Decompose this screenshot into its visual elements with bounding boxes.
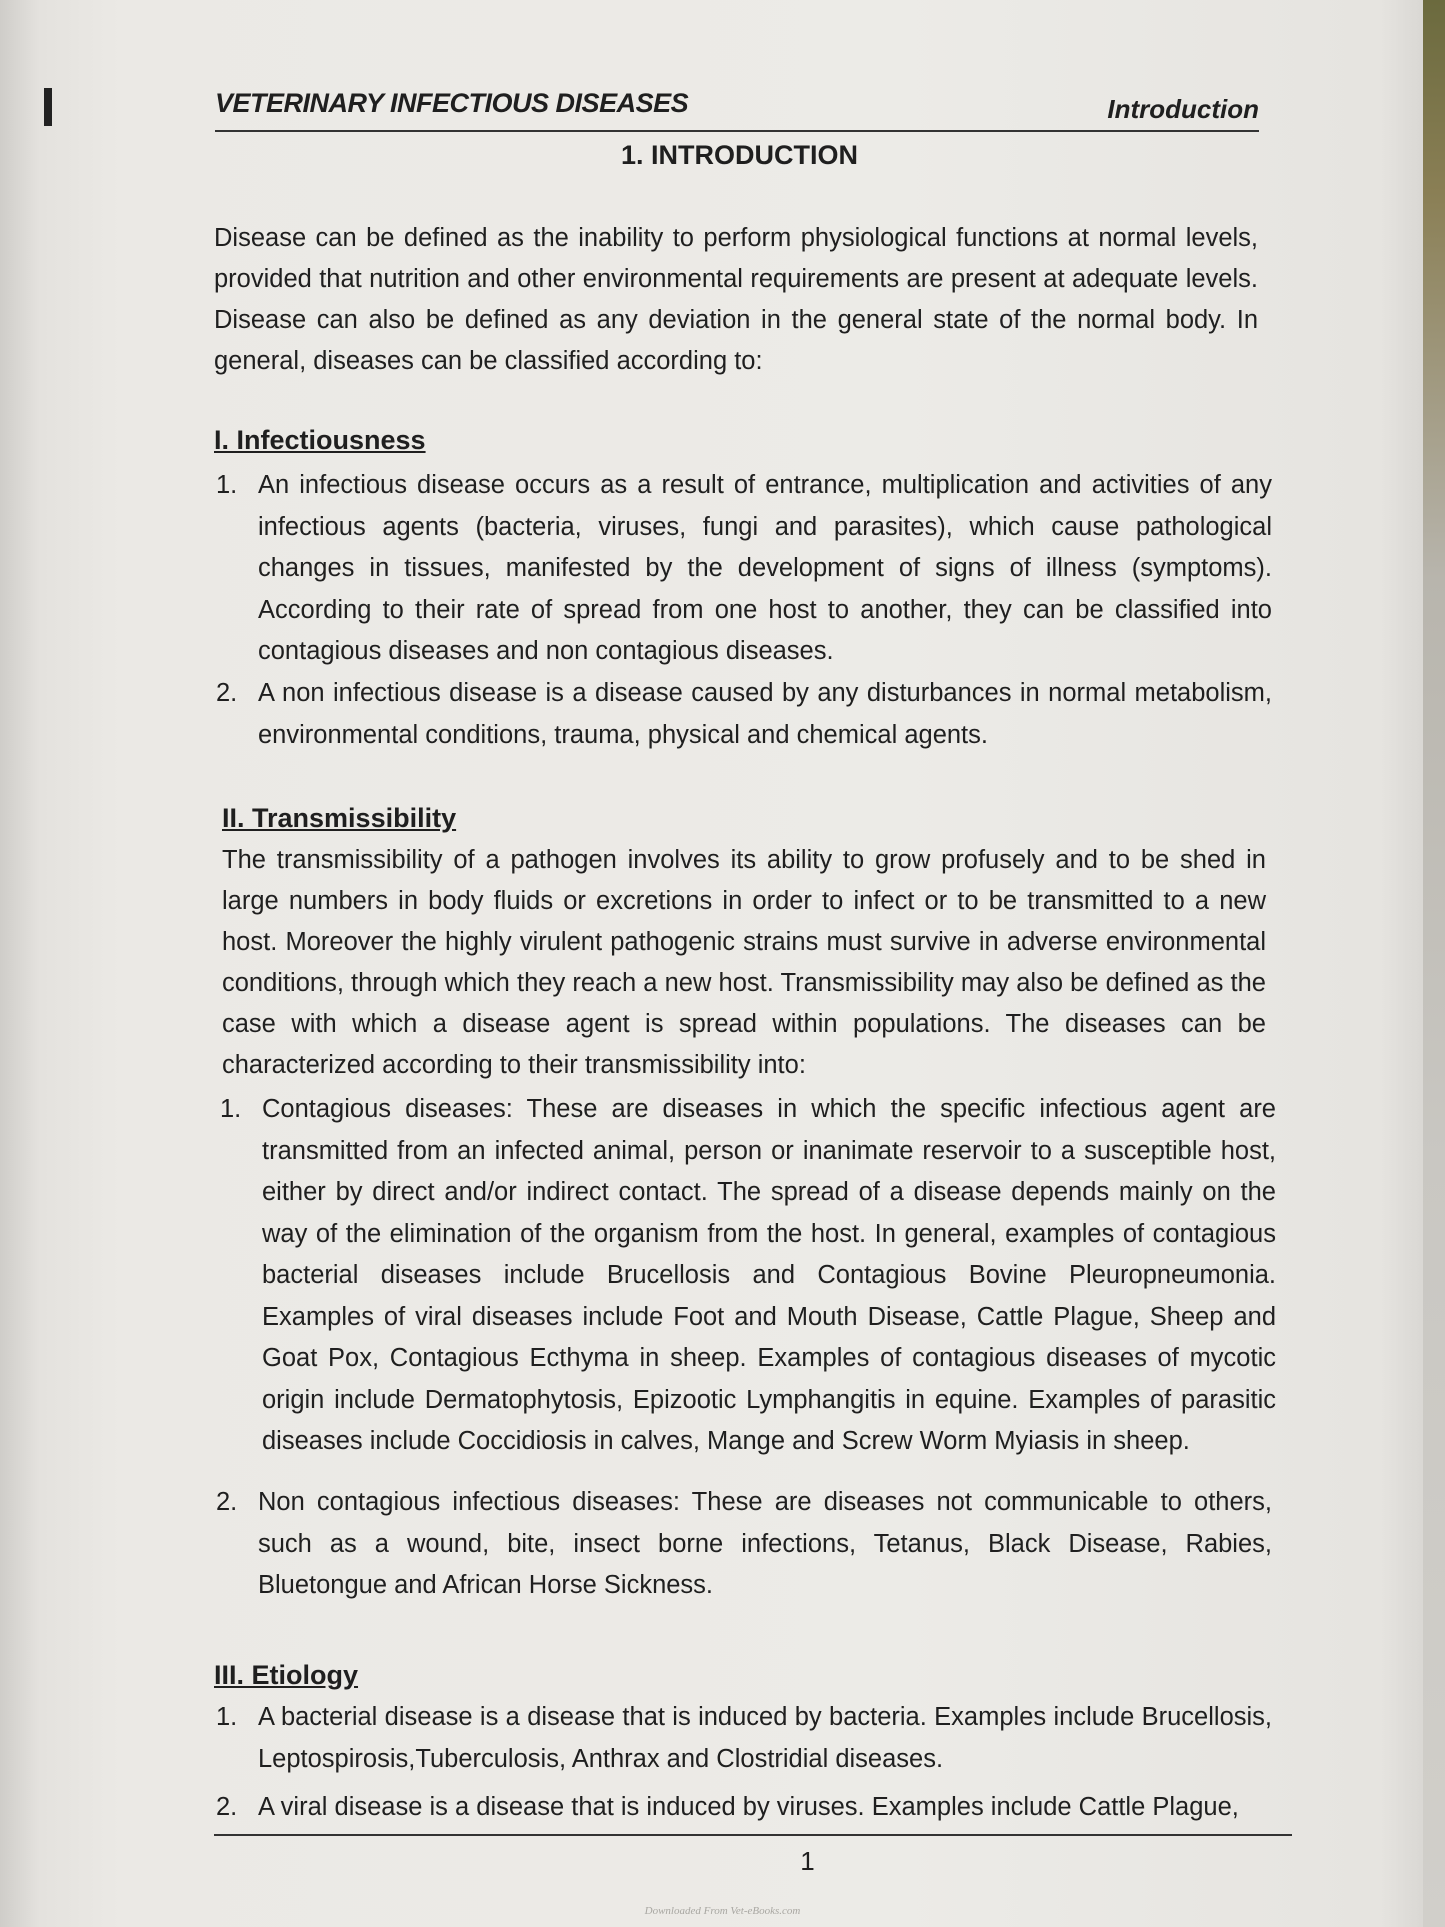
list-item [216,465,1272,673]
list-number: 1. [220,1095,242,1123]
list-item [216,673,1272,756]
section-heading-transmissibility: II. Transmissibility [222,803,457,833]
download-watermark: Downloaded From Vet-eBooks.com [644,1905,801,1917]
intro-paragraph: Disease can be defined as the inability to perform physiological functions at normal levels, provided that nutrition and other environmental requirements are present at adequate levels. Disease can also be defined as any deviation in the general state of the normal body. In general, diseases can be classified according to: [214,224,1258,375]
list-item [216,1787,1272,1829]
list-number: 1. [216,471,238,499]
list-item [220,1089,1276,1463]
section-heading-infectiousness: I. Infectiousness [214,425,426,455]
list-text: Non contagious infectious diseases: These are diseases not communicable to others, such as a wound, bite, insect borne infections, Tetanus, Black Disease, Rabies, Bluetongue and African Horse Sickness. [258,1488,1272,1599]
footer-rule [214,1834,1292,1836]
section-label: Introduction [1107,94,1259,124]
book-title: VETERINARY INFECTIOUS DISEASES [215,88,689,118]
chapter-title: 1. INTRODUCTION [620,140,858,170]
running-header [215,88,1259,132]
list-text: A bacterial disease is a disease that is induced by bacteria. Examples include Brucellosis, Leptospirosis,Tuberculosis, Anthrax and Clostridial diseases. [258,1703,1272,1773]
list-item [216,1697,1272,1780]
list-text: A non infectious disease is a disease caused by any disturbances in normal metabolism, environmental conditions, trauma, physical and chemical agents. [258,679,1272,749]
binding-mark [44,88,52,126]
page-edge-shadow [1423,0,1445,1927]
list-text: A viral disease is a disease that is induced by viruses. Examples include Cattle Plague, [258,1793,1239,1821]
list-text: Contagious diseases: These are diseases in which the specific infectious agent are transmitted from an infected animal, person or inanimate reservoir to a susceptible host, either by direct and/or indirect contact. The spread of a disease depends mainly on the way of the elimination of the organism from the host. In general, examples of contagious bacterial diseases include Brucellosis and Contagious Bovine Pleuropneumonia. Examples of viral diseases include Foot and Mouth Disease, Cattle Plague, Sheep and Goat Pox, Contagious Ecthyma in sheep. Examples of contagious diseases of mycotic origin include Dermatophytosis, Epizootic Lymphangitis in equine. Examples of parasitic diseases include Coccidiosis in calves, Mange and Screw Worm Myiasis in sheep. [262,1095,1276,1455]
section-heading-etiology: III. Etiology [214,1660,359,1690]
list-item [216,1482,1272,1607]
page-number: 1 [800,1846,815,1876]
list-number: 2. [216,679,238,707]
list-number: 2. [216,1793,238,1821]
transmissibility-paragraph: The transmissibility of a pathogen involves its ability to grow profusely and to be shed in large numbers in body fluids or excretions in order to infect or to be transmitted to a new host. Moreover the highly virulent pathogenic strains must survive in adverse environmental conditions, through which they reach a new host. Transmissibility may also be defined as the case with which a disease agent is spread within populations. The diseases can be characterized according to their transmissibility into: [222,846,1266,1079]
list-number: 1. [216,1703,238,1731]
list-text: An infectious disease occurs as a result of entrance, multiplication and activities of any infectious agents (bacteria, viruses, fungi and parasites), which cause pathological changes in tissues, manifested by the development of signs of illness (symptoms). According to their rate of spread from one host to another, they can be classified into contagious diseases and non contagious diseases. [258,471,1272,665]
list-number: 2. [216,1488,238,1516]
